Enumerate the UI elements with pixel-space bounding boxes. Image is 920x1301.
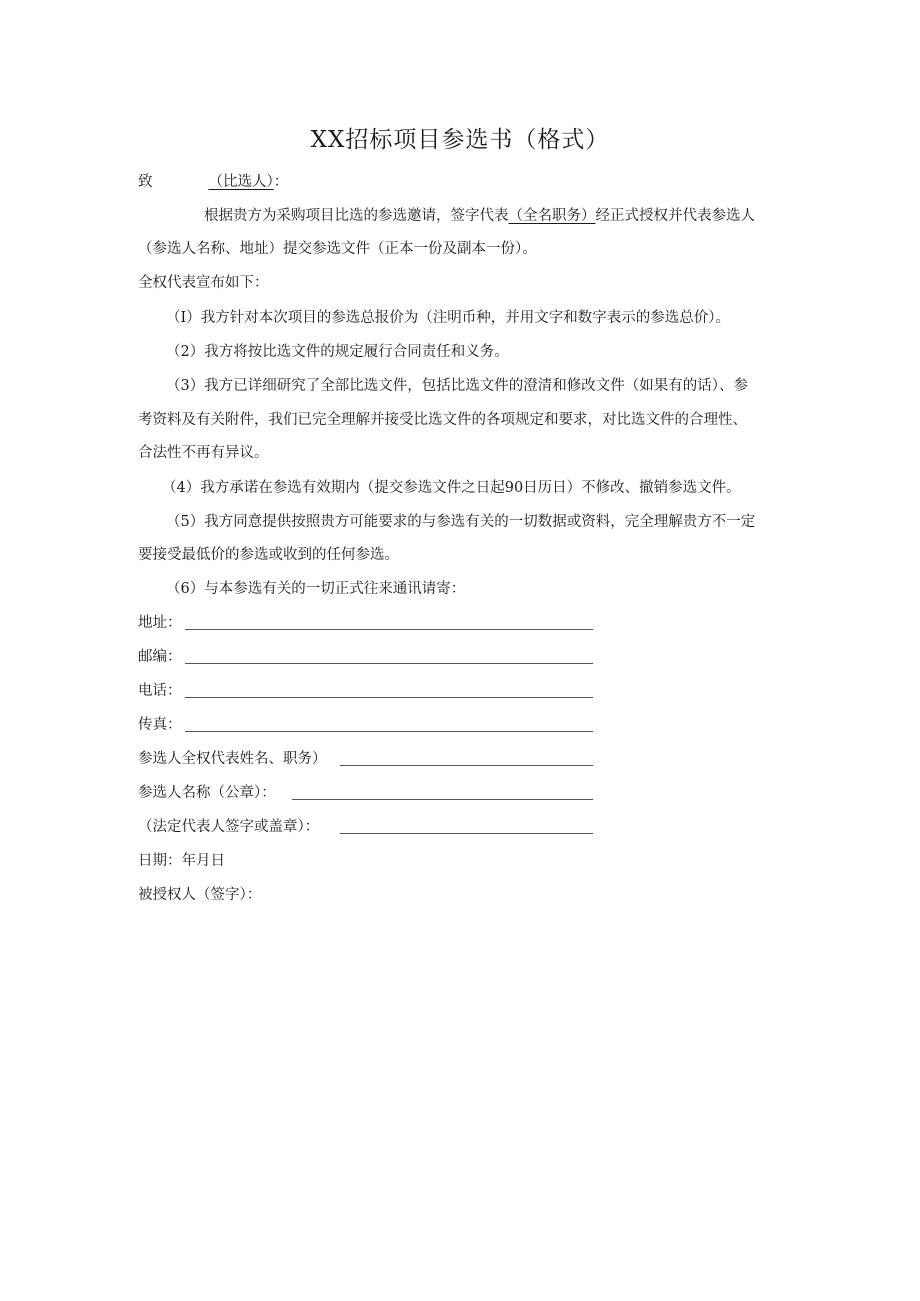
postcode-label: 邮编： [138, 649, 182, 665]
intro-line-2: （参选人名称、地址）提交参选文件（正本一份及副本一份）。 [138, 241, 537, 257]
fax-blank[interactable] [185, 731, 593, 732]
company-name-label: 参选人名称（公章）： [138, 785, 276, 801]
intro-line-1: 根据贵方为采购项目比选的参选邀请，签字代表（全名职务）经正式授权并代表参选人 [204, 208, 755, 224]
rep-name-blank[interactable] [340, 765, 593, 766]
authorized-label: 被授权人（签字）： [138, 887, 262, 903]
company-name-blank[interactable] [292, 799, 593, 800]
clause-3-line-1: （3）我方已详细研究了全部比选文件，包括比选文件的澄清和修改文件（如果有的话）、参 [166, 378, 748, 394]
clause-5-line-1: （5）我方同意提供按照贵方可能要求的与参选有关的一切数据或资料，完全理解贵方不一定 [166, 514, 756, 530]
rep-name-label: 参选人全权代表姓名、职务） [138, 751, 327, 767]
address-blank[interactable] [185, 629, 593, 630]
salutation-addressee: （比选人） [208, 174, 274, 190]
salutation-prefix: 致 [138, 174, 153, 190]
legal-rep-label: （法定代表人签字或盖章）： [138, 819, 320, 835]
document-title: XX招标项目参选书（格式） [310, 127, 610, 153]
clause-2: （2）我方将按比选文件的规定履行合同责任和义务。 [166, 344, 509, 360]
clause-3-line-3: 合法性不再有异议。 [138, 445, 269, 461]
clause-3-line-2: 考资料及有关附件，我们已完全理解并接受比选文件的各项规定和要求，对比选文件的合理性、 [138, 412, 747, 428]
postcode-blank[interactable] [185, 663, 593, 664]
clause-6: （6）与本参选有关的一切正式往来通讯请寄： [166, 581, 466, 597]
fax-label: 传真： [138, 717, 182, 733]
clause-5-line-2: 要接受最低价的参选或收到的任何参选。 [138, 547, 399, 563]
clause-1: （I）我方针对本次项目的参选总报价为（注明币种，并用文字和数字表示的参选总价）。 [166, 310, 730, 326]
declare-heading: 全权代表宣布如下： [138, 275, 269, 291]
salutation [138, 172, 288, 192]
clause-4: （4）我方承诺在参选有效期内（提交参选文件之日起90日历日）不修改、撤销参选文件。 [162, 480, 741, 496]
date-label: 日期：年月日 [138, 853, 225, 869]
phone-label: 电话： [138, 683, 182, 699]
legal-rep-blank[interactable] [340, 833, 593, 834]
address-label: 地址： [138, 615, 182, 631]
phone-blank[interactable] [185, 697, 593, 698]
signatory-name-placeholder: （全名职务） [508, 208, 596, 224]
salutation-suffix: ： [273, 174, 289, 190]
